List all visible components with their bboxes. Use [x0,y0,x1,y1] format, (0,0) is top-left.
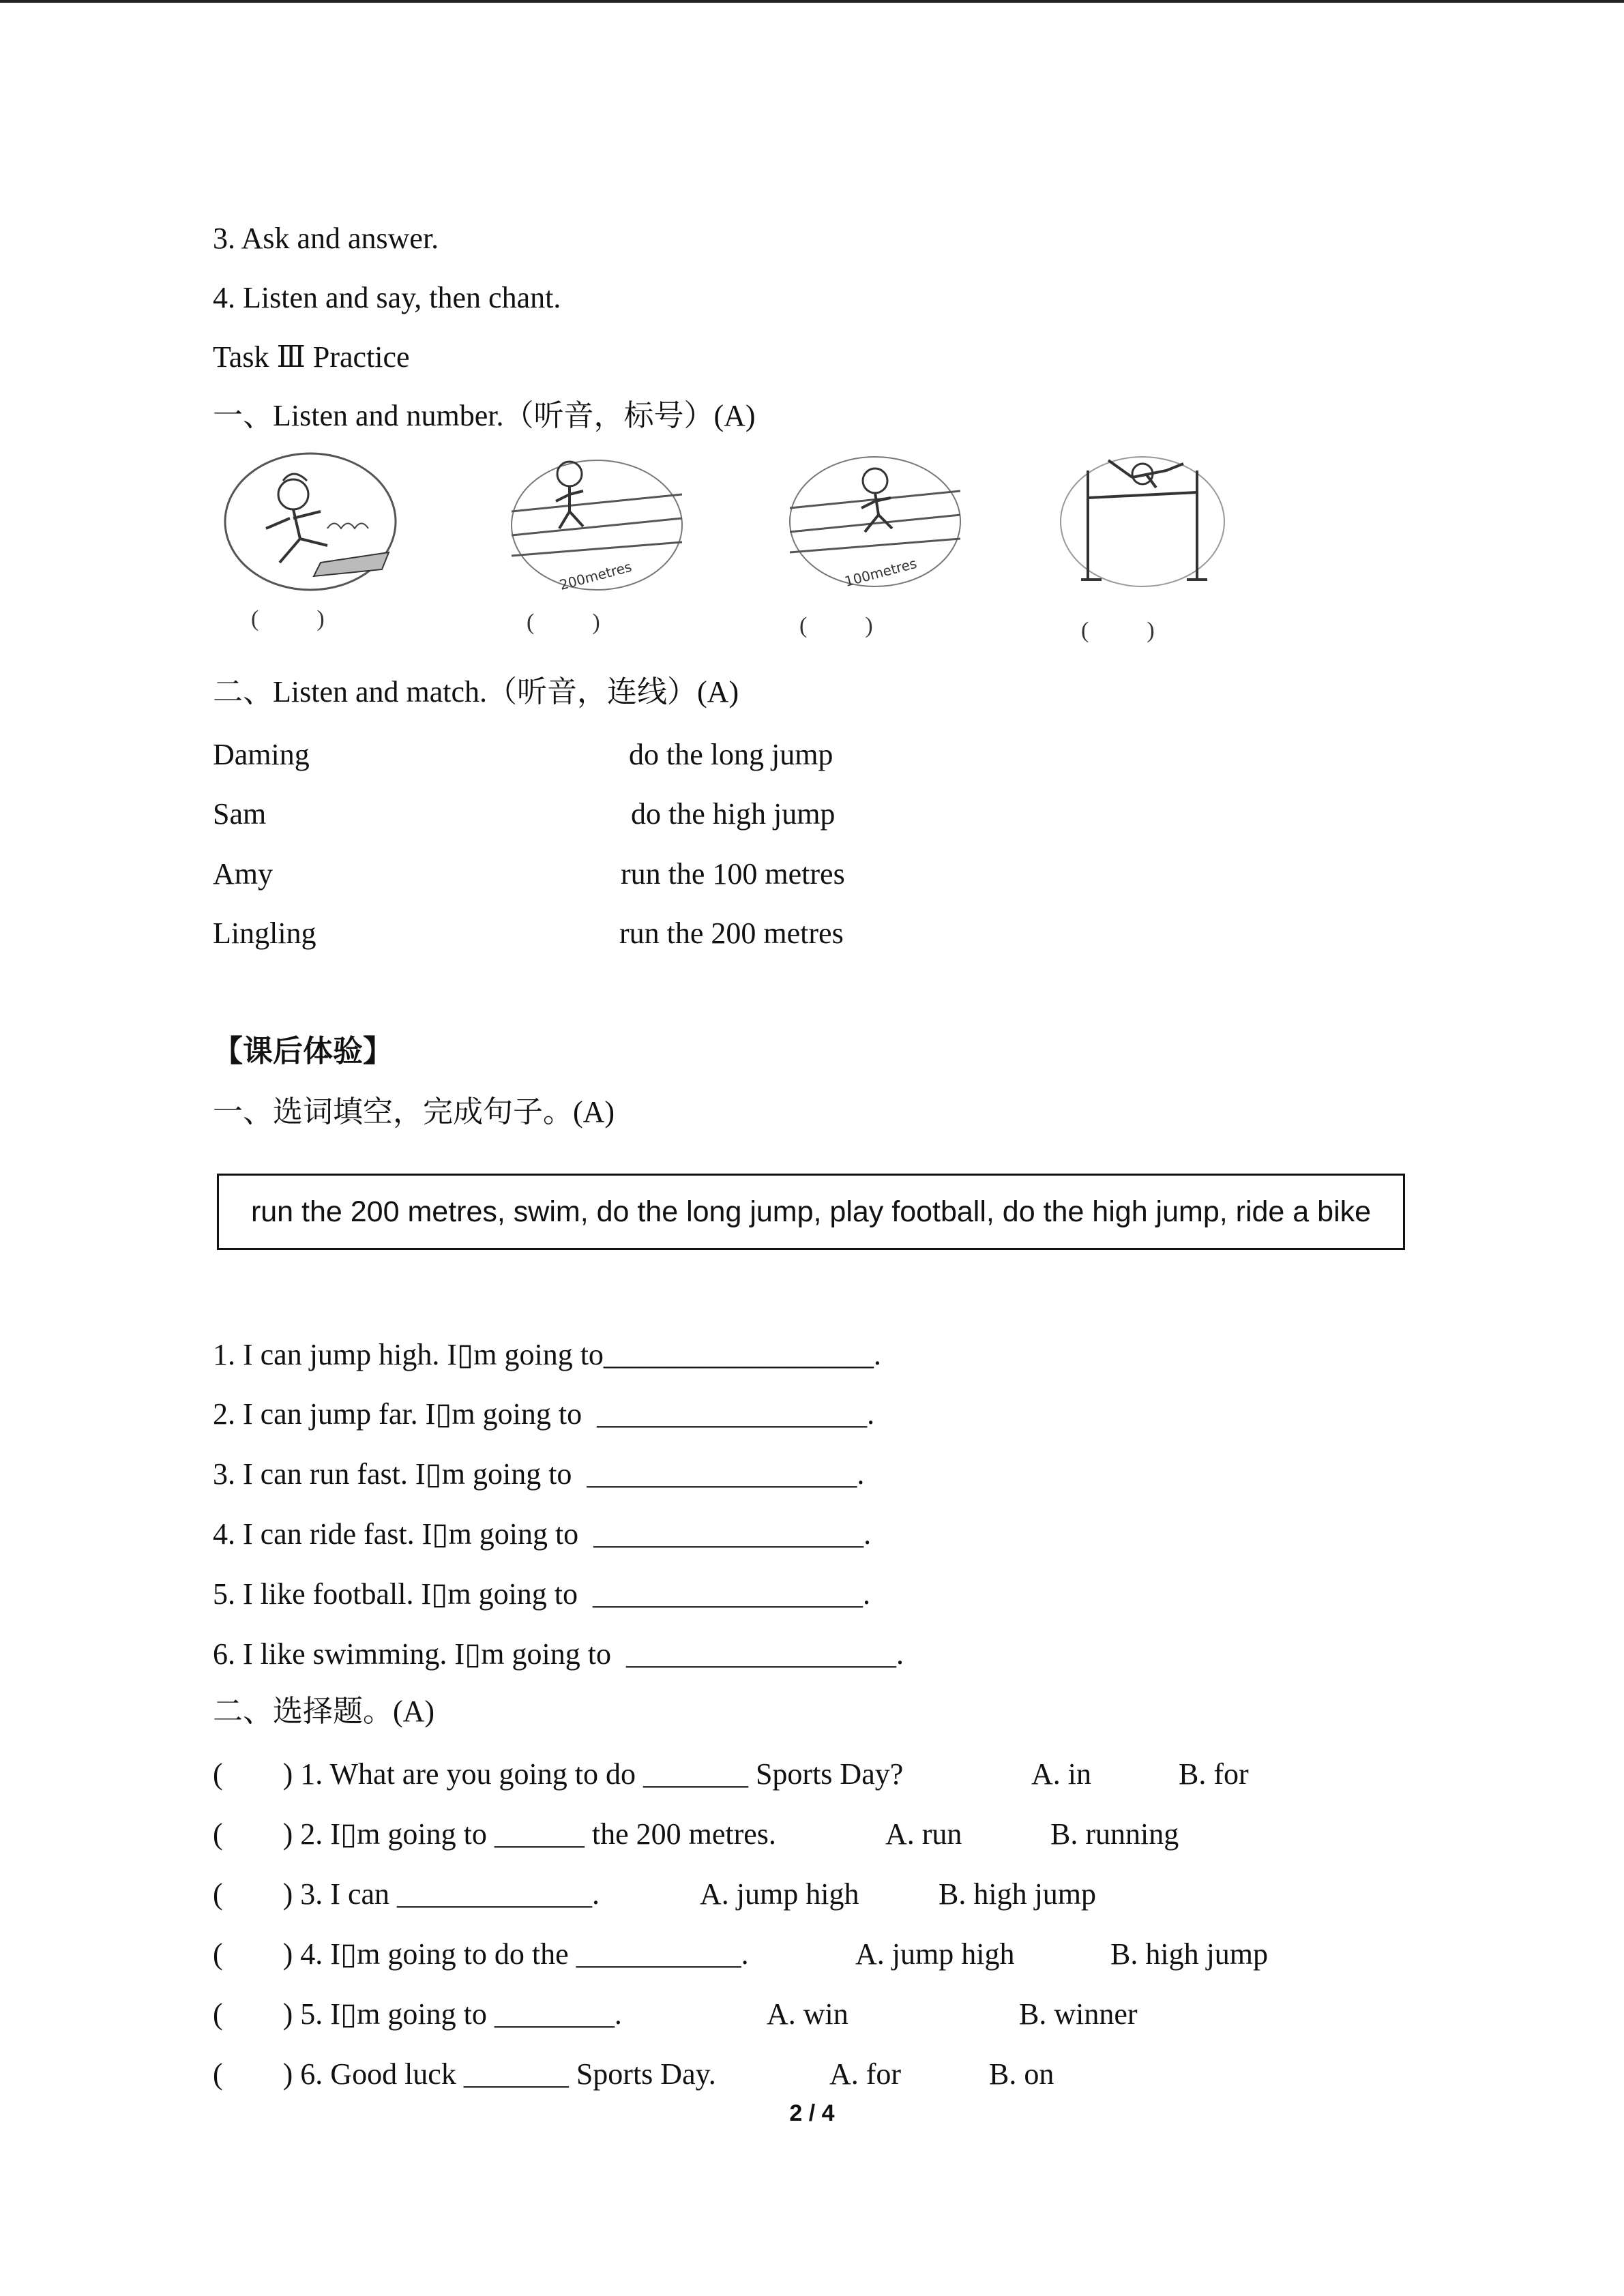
choice-option-a: A. win [767,1997,848,2031]
fill-sentence: 1. I can jump high. I▯m going to__________________. [213,1338,881,1371]
choice-question: ( ) 1. What are you going to do _______ Sports Day? [213,1757,904,1791]
svg-text:100metres: 100metres [842,554,919,591]
step-4: 4. Listen and say, then chant. [213,281,561,314]
svg-text:200metres: 200metres [557,558,634,594]
picture-2-answer-blank: ( ) [527,610,600,635]
choice-option-b: B. high jump [1110,1937,1269,1971]
page-number: 2 / 4 [789,2100,835,2126]
section-multiple-choice: 二、选择题。(A) [213,1695,435,1728]
choice-question: ( ) 2. I▯m going to ______ the 200 metres. [213,1817,776,1851]
choice-option-a: A. jump high [700,1877,859,1911]
section-listen-match: 二、Listen and match.（听音，连线）(A) [213,675,739,709]
fill-sentence: 3. I can run fast. I▯m going to __________________. [213,1457,865,1491]
top-border [0,0,1624,3]
choice-option-a: A. run [885,1817,962,1851]
section-listen-number: 一、Listen and number.（听音，标号）(A) [213,399,756,432]
word-bank-box: run the 200 metres, swim, do the long jump, play football, do the high jump, ride a bike [217,1174,1405,1250]
match-name: Lingling [213,916,316,950]
choice-question: ( ) 3. I can _____________. [213,1877,600,1911]
fill-sentence: 5. I like football. I▯m going to __________________. [213,1577,871,1611]
long-jump-picture [218,443,402,607]
run-200-metres-picture [505,443,689,607]
run-100-metres-picture [783,443,967,607]
fill-sentence: 6. I like swimming. I▯m going to __________________. [213,1637,904,1671]
match-name: Sam [213,797,267,831]
picture-4-answer-blank: ( ) [1081,618,1155,643]
fill-sentence: 4. I can ride fast. I▯m going to __________________. [213,1517,872,1551]
choice-option-b: B. for [1179,1757,1249,1791]
choice-option-b: B. on [989,2057,1054,2091]
section-fill-in: 一、选词填空，完成句子。(A) [213,1095,615,1129]
task-heading: Task Ⅲ Practice [213,340,410,374]
choice-option-b: B. running [1050,1817,1179,1851]
choice-option-b: B. winner [1019,1997,1138,2031]
match-activity: run the 100 metres [621,857,845,891]
choice-question: ( ) 6. Good luck _______ Sports Day. [213,2057,716,2091]
after-class-heading: 【课后体验】 [213,1034,393,1068]
fill-sentence: 2. I can jump far. I▯m going to __________________. [213,1397,875,1431]
high-jump-picture [1054,443,1238,607]
match-name: Daming [213,738,310,771]
step-3: 3. Ask and answer. [213,222,439,255]
picture-1-answer-blank: ( ) [251,606,325,631]
choice-option-a: A. jump high [855,1937,1015,1971]
choice-option-b: B. high jump [939,1877,1097,1911]
match-activity: do the high jump [631,797,836,831]
picture-3-answer-blank: ( ) [799,613,873,638]
choice-question: ( ) 4. I▯m going to do the ___________. [213,1937,749,1971]
choice-option-a: A. in [1031,1757,1091,1791]
match-name: Amy [213,857,273,891]
choice-option-a: A. for [829,2057,902,2091]
choice-question: ( ) 5. I▯m going to ________. [213,1997,622,2031]
match-activity: run the 200 metres [619,916,844,950]
match-activity: do the long jump [629,738,833,771]
